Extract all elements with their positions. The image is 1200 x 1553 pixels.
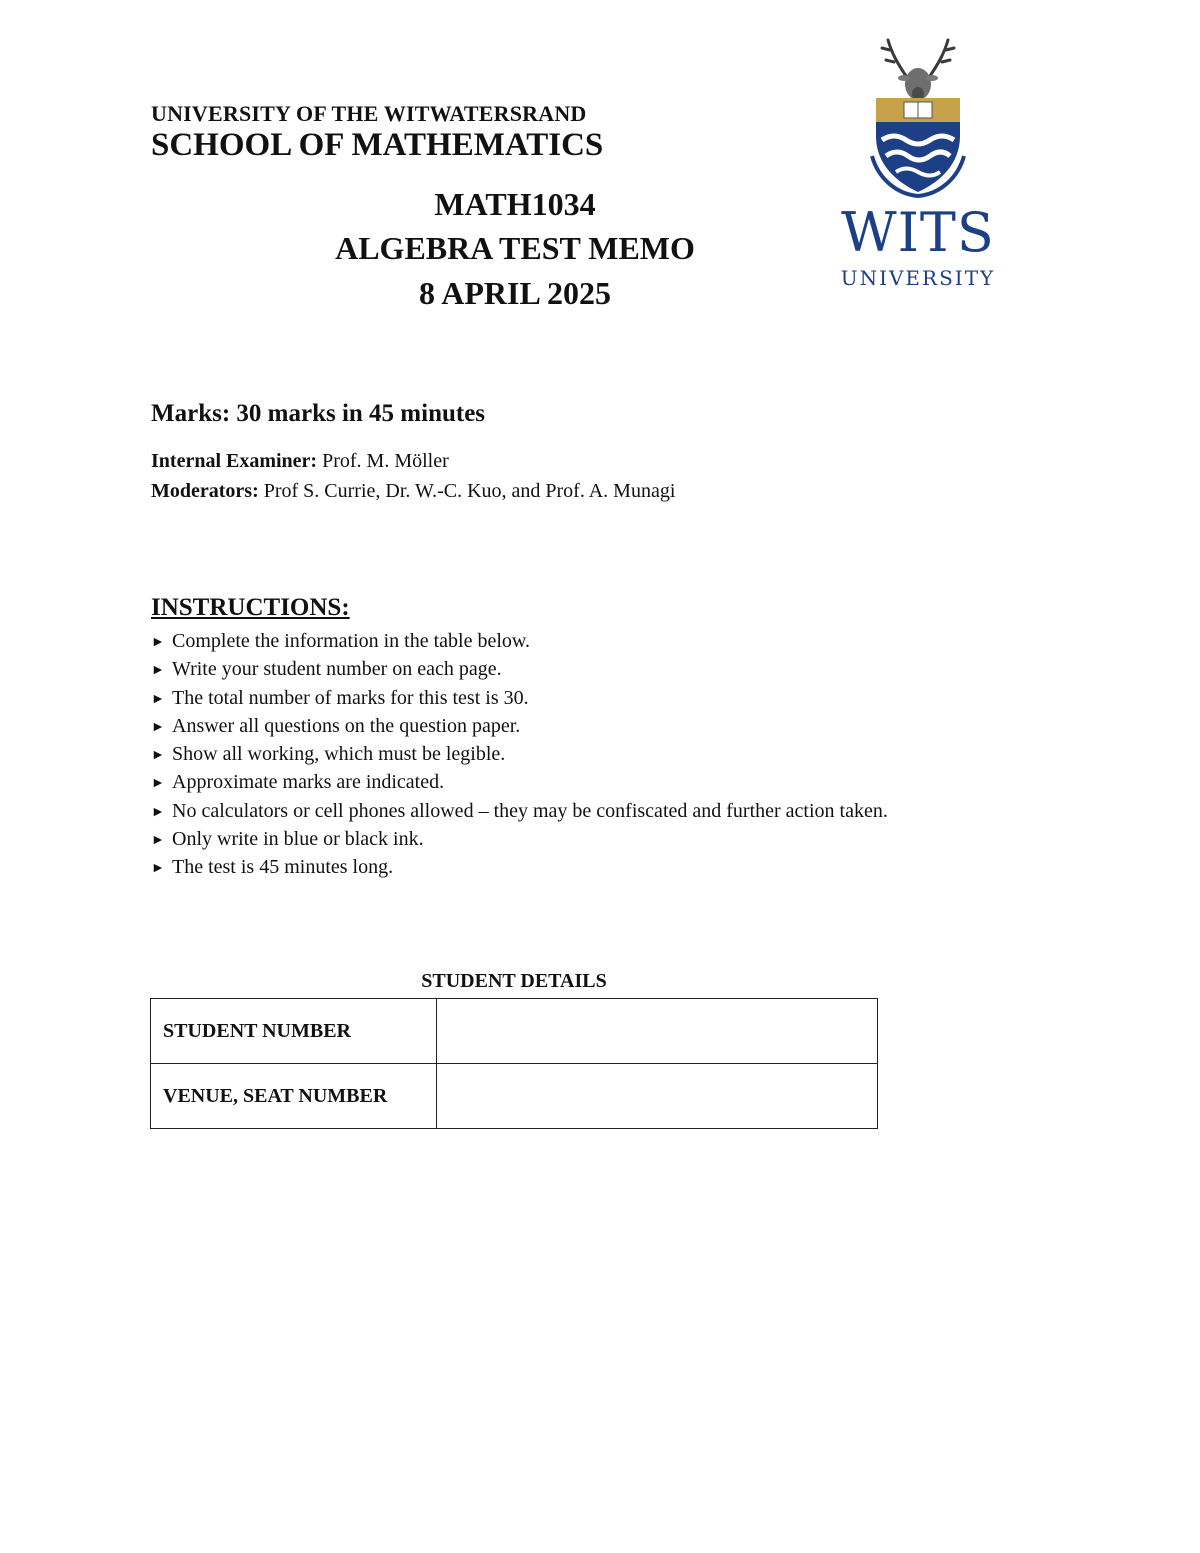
internal-examiner [151, 450, 449, 473]
bullet-icon: ► [151, 719, 165, 735]
bullet-icon: ► [151, 861, 165, 877]
bullet-icon: ► [151, 663, 165, 679]
school-name: SCHOOL OF MATHEMATICS [151, 127, 604, 163]
moderators-label: Moderators: [151, 480, 259, 502]
logo-subtitle: UNIVERSITY [840, 266, 996, 290]
student-number-label: STUDENT NUMBER [151, 999, 437, 1064]
list-item [151, 797, 888, 825]
bullet-icon: ► [151, 635, 165, 650]
moderators [151, 480, 675, 503]
list-item [151, 655, 888, 683]
wits-crest-icon [868, 36, 968, 198]
bullet-icon: ► [151, 691, 165, 707]
table-row [151, 999, 878, 1064]
instruction-text: Complete the information in the table below. [172, 630, 531, 652]
list-item [151, 740, 888, 768]
table-row [151, 1064, 878, 1129]
list-item [151, 853, 888, 881]
venue-seat-field[interactable] [437, 1064, 878, 1129]
list-item [151, 712, 888, 740]
moderators-value: Prof S. Currie, Dr. W.-C. Kuo, and Prof. A. Munagi [263, 480, 676, 502]
instructions-heading: INSTRUCTIONS: [151, 594, 350, 621]
list-item [151, 768, 888, 796]
student-details-table [150, 998, 878, 1129]
instruction-text: Answer all questions on the question paper. [172, 714, 521, 737]
marks-summary: Marks: 30 marks in 45 minutes [151, 400, 486, 427]
logo-wordmark: WITS [841, 201, 995, 264]
test-title: ALGEBRA TEST MEMO [335, 230, 695, 266]
list-item [151, 684, 888, 712]
venue-seat-label: VENUE, SEAT NUMBER [151, 1064, 437, 1129]
test-date: 8 APRIL 2025 [418, 275, 612, 311]
bullet-icon: ► [151, 833, 165, 849]
bullet-icon: ► [151, 776, 165, 792]
student-number-field[interactable] [437, 999, 878, 1064]
instruction-text: Approximate marks are indicated. [172, 771, 445, 794]
instruction-text: No calculators or cell phones allowed – they may be confiscated and further action taken. [172, 799, 888, 822]
examiner-value: Prof. M. Möller [322, 450, 449, 472]
instructions-list [151, 627, 888, 882]
instruction-text: Show all working, which must be legible. [172, 743, 506, 766]
bullet-icon: ► [151, 804, 165, 820]
list-item [151, 627, 888, 655]
instruction-text: The test is 45 minutes long. [172, 856, 394, 879]
instruction-text: Only write in blue or black ink. [172, 828, 424, 851]
examiner-label: Internal Examiner: [151, 450, 318, 472]
university-name: UNIVERSITY OF THE WITWATERSRAND [151, 101, 587, 126]
bullet-icon: ► [151, 748, 165, 764]
wits-logo [836, 36, 1000, 292]
course-code: MATH1034 [434, 186, 596, 222]
list-item [151, 825, 888, 853]
student-details-caption: STUDENT DETAILS [421, 970, 607, 992]
instruction-text: The total number of marks for this test is 30. [172, 686, 529, 709]
instruction-text: Write your student number on each page. [172, 658, 502, 681]
